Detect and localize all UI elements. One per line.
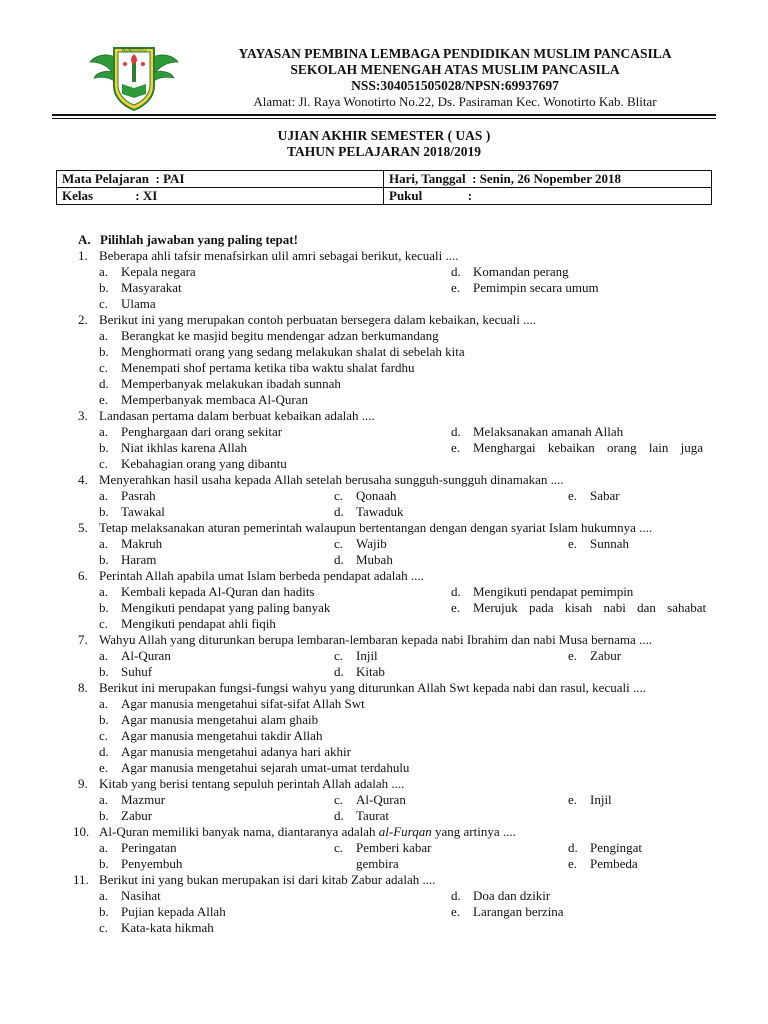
question <box>0 872 768 888</box>
question-text: Perintah Allah apabila umat Islam berbeda pendapat adalah .... <box>99 568 424 583</box>
option-row: c. Ulama <box>99 296 156 311</box>
option-row: e. Memperbanyak membaca Al-Quran <box>99 392 308 407</box>
school-logo <box>88 40 180 112</box>
option-row: a. Mazmur c. Al-Quran e. Injil <box>99 792 612 807</box>
question-number: 6. <box>78 568 88 583</box>
question-text: Al-Quran memiliki banyak nama, diantaranya adalah al-Furqan yang artinya .... <box>99 824 516 839</box>
option-row: c. Agar manusia mengetahui takdir Allah <box>99 728 323 743</box>
question <box>0 680 768 696</box>
header-rule-thin <box>52 118 716 119</box>
option-row: a. Peringatan c. Pemberi kabar d. Pengingat <box>99 840 642 855</box>
exam-info-table <box>56 170 712 205</box>
question-number: 5. <box>78 520 88 535</box>
option-row: a. Kepala negara d. Komandan perang <box>99 264 569 279</box>
question <box>0 248 768 264</box>
option-row: b. Agar manusia mengetahui alam ghaib <box>99 712 319 727</box>
option-row: a. Kembali kepada Al-Quran dan hadits d. Mengikuti pendapat pemimpin <box>99 584 634 599</box>
question-number: 8. <box>78 680 88 695</box>
school-address: Alamat: Jl. Raya Wonotirto No.22, Ds. Pasiraman Kec. Wonotirto Kab. Blitar <box>253 94 657 109</box>
question <box>0 408 768 424</box>
exam-title: UJIAN AKHIR SEMESTER ( UAS ) <box>277 128 491 143</box>
option-row: b. Pujian kepada Allah e. Larangan berzina <box>99 904 564 919</box>
option-row: b. Niat ikhlas karena Allah e. Menghargai kebaikan orang lain juga <box>99 440 703 455</box>
option-row: a. Nasihat d. Doa dan dzikir <box>99 888 551 903</box>
day-date-cell: Hari, Tanggal : Senin, 26 Nopember 2018 <box>384 171 712 188</box>
school-ids: NSS:304051505028/NPSN:69937697 <box>351 78 559 93</box>
option-row: c. Mengikuti pendapat ahli fiqih <box>99 616 276 631</box>
option-row: d. Memperbanyak melakukan ibadah sunnah <box>99 376 341 391</box>
question-number: 2. <box>78 312 88 327</box>
question-text: Berikut ini merupakan fungsi-fungsi wahyu yang diturunkan Allah Swt kepada nabi dan rasul, kecuali .... <box>99 680 646 695</box>
question <box>0 520 768 536</box>
section-heading <box>0 232 768 248</box>
question <box>0 632 768 648</box>
question-text: Beberapa ahli tafsir menafsirkan ulil amri sebagai berikut, kecuali .... <box>99 248 459 263</box>
option-row: a. Makruh c. Wajib e. Sunnah <box>99 536 629 551</box>
question-text: Wahyu Allah yang diturunkan berupa lembaran-lembaran kepada nabi Ibrahim dan nabi Musa bernama .... <box>99 632 653 647</box>
question <box>0 824 768 840</box>
question <box>0 568 768 584</box>
question-text: Berikut ini yang bukan merupakan isi dari kitab Zabur adalah .... <box>99 872 436 887</box>
question-text: Berikut ini yang merupakan contoh perbuatan bersegera dalam kebaikan, kecuali .... <box>99 312 537 327</box>
option-row: c. Menempati shof pertama ketika tiba waktu shalat fardhu <box>99 360 415 375</box>
question <box>0 312 768 328</box>
question <box>0 472 768 488</box>
question-number: 1. <box>78 248 88 263</box>
question-list <box>0 232 768 936</box>
option-row: a. Al-Quran c. Injil e. Zabur <box>99 648 622 663</box>
class-cell: Kelas : XI <box>57 188 384 205</box>
option-row: b. Masyarakat e. Pemimpin secara umum <box>99 280 599 295</box>
option-row: d. Agar manusia mengetahui adanya hari akhir <box>99 744 351 759</box>
question-text: Tetap melaksanakan aturan pemerintah walaupun bertentangan dengan dengan syariat Islam hukumnya .... <box>99 520 653 535</box>
section-title: Pilihlah jawaban yang paling tepat! <box>100 232 298 247</box>
subject-cell: Mata Pelajaran : PAI <box>57 171 384 188</box>
foundation-name: YAYASAN PEMBINA LEMBAGA PENDIDIKAN MUSLIM PANCASILA <box>238 46 672 61</box>
question-number: 4. <box>78 472 88 487</box>
school-name: SEKOLAH MENENGAH ATAS MUSLIM PANCASILA <box>290 62 620 77</box>
question-text: Landasan pertama dalam berbuat kebaikan adalah .... <box>99 408 375 423</box>
question-number: 10. <box>73 824 90 839</box>
logo-text: WONOTIRTO <box>121 47 147 53</box>
option-row: a. Penghargaan dari orang sekitar d. Melaksanakan amanah Allah <box>99 424 624 439</box>
question-text: Kitab yang berisi tentang sepuluh perintah Allah adalah .... <box>99 776 405 791</box>
question <box>0 776 768 792</box>
option-row: a. Agar manusia mengetahui sifat-sifat Allah Swt <box>99 696 365 711</box>
option-row: b. Suhuf d. Kitab <box>99 664 385 679</box>
question-number: 11. <box>73 872 89 887</box>
option-row: a. Pasrah c. Qonaah e. Sabar <box>99 488 620 503</box>
time-cell: Pukul : <box>384 188 712 205</box>
section-letter: A. <box>78 232 91 247</box>
option-row: b. Haram d. Mubah <box>99 552 393 567</box>
option-row: b. Zabur d. Taurat <box>99 808 390 823</box>
question-number: 9. <box>78 776 88 791</box>
header-rule-thick <box>52 114 716 116</box>
option-row: e. Agar manusia mengetahui sejarah umat-umat terdahulu <box>99 760 410 775</box>
option-row: b. Tawakal d. Tawaduk <box>99 504 404 519</box>
question-text: Menyerahkan hasil usaha kepada Allah setelah berusaha sungguh-sungguh dinamakan .... <box>99 472 564 487</box>
option-row: c. Kebahagian orang yang dibantu <box>99 456 287 471</box>
question-number: 7. <box>78 632 88 647</box>
option-row: b. Menghormati orang yang sedang melakukan shalat di sebelah kita <box>99 344 465 359</box>
option-row: b. Mengikuti pendapat yang paling banyak e. Merujuk pada kisah nabi dan sahabat <box>99 600 707 615</box>
option-row: b. Penyembuh gembira e. Pembeda <box>99 856 638 871</box>
option-row: a. Berangkat ke masjid begitu mendengar adzan berkumandang <box>99 328 439 343</box>
exam-year: TAHUN PELAJARAN 2018/2019 <box>286 144 481 159</box>
option-row: c. Kata-kata hikmah <box>99 920 214 935</box>
question-number: 3. <box>78 408 88 423</box>
